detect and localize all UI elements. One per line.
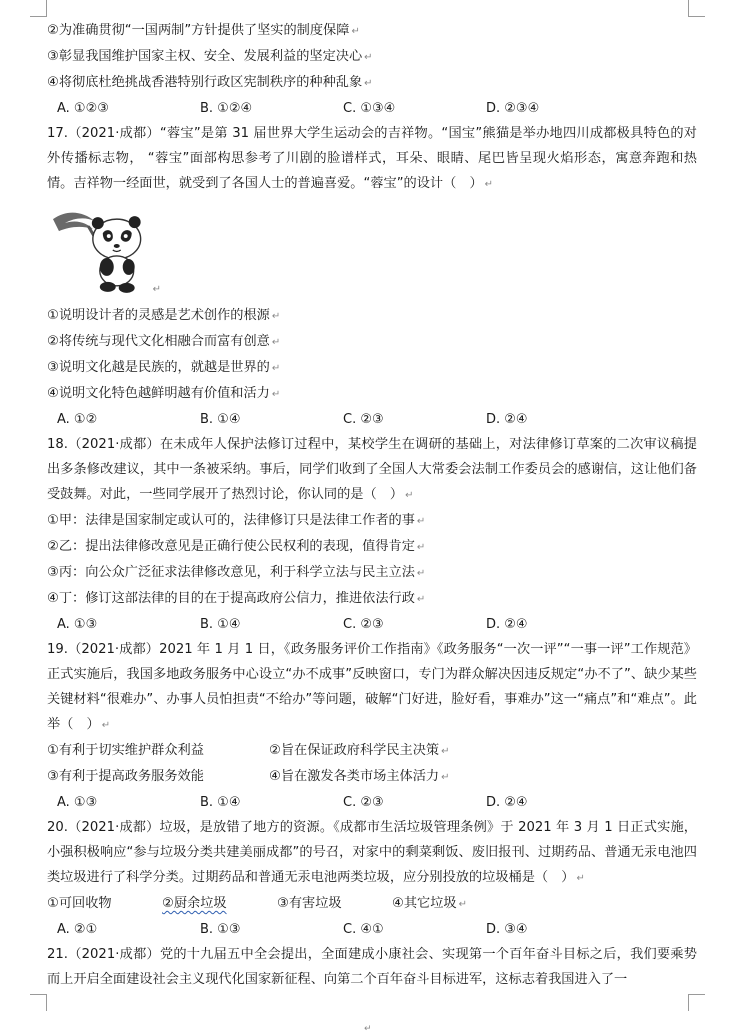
statement-row bbox=[47, 764, 697, 790]
crop-mark-top-left bbox=[30, 0, 47, 17]
document-page bbox=[47, 18, 697, 992]
statement: ④丁：修订这部法律的目的在于提高政府公信力，推进依法行政 ↵ bbox=[47, 591, 426, 606]
option-c: C. ②③ bbox=[343, 617, 384, 632]
statement: ③有害垃圾 bbox=[277, 896, 342, 911]
question-stem: 18.（2021·成都）在未成年人保护法修订过程中，某校学生在调研的基础上，对法律修订草案的二次审议稿提出多条修改建议，其中一条被采纳。事后，同学们收到了全国人大常委会法制工作委员会的感谢信，这让他们备受鼓舞。对此，一些同学展开了热烈讨论，你认同的是（ ） ↵ bbox=[47, 437, 697, 502]
crop-mark-bottom-left bbox=[30, 994, 47, 1011]
panda-mascot-drawing bbox=[51, 205, 151, 295]
options-row bbox=[47, 917, 697, 942]
option-b: B. ①②④ bbox=[200, 101, 253, 116]
options-row bbox=[47, 612, 697, 637]
question-stem: 21.（2021·成都）党的十九届五中全会提出，全面建成小康社会、实现第一个百年奋斗目标之后，我们要乘势而上开启全面建设社会主义现代化国家新征程、向第二个百年奋斗目标进军，这标志着我国进入了一 bbox=[47, 947, 697, 987]
option-b: B. ①④ bbox=[200, 795, 241, 810]
statement: ③说明文化越是民族的，就越是世界的 ↵ bbox=[47, 360, 281, 375]
option-d: D. ②④ bbox=[486, 617, 528, 632]
question-17 bbox=[47, 121, 697, 432]
statement: ③彰显我国维护国家主权、安全、发展利益的坚定决心 ↵ bbox=[47, 49, 373, 64]
statement: ①说明设计者的灵感是艺术创作的根源 ↵ bbox=[47, 308, 281, 323]
option-a: A. ①②③ bbox=[57, 101, 109, 116]
option-c: C. ②③ bbox=[343, 795, 384, 810]
statement: ②为准确贯彻“一国两制”方针提供了坚实的制度保障 ↵ bbox=[47, 23, 360, 38]
option-c: C. ①③④ bbox=[343, 101, 396, 116]
option-b: B. ①④ bbox=[200, 617, 241, 632]
option-a: A. ①③ bbox=[57, 617, 98, 632]
footer-paragraph-mark: ↵ bbox=[364, 1024, 372, 1034]
statement: ①有利于切实维护群众利益 bbox=[47, 743, 204, 758]
question-stem: 17.（2021·成都）“蓉宝”是第 31 届世界大学生运动会的吉祥物。“国宝”熊猫是举办地四川成都极具特色的对外传播标志物， “蓉宝”面部构思参考了川剧的脸谱样式，耳朵、眼睛、尾巴皆呈现火焰形态，寓意奔跑和热情。吉祥物一经面世，就受到了各国人士的普遍喜爱。“蓉宝”的设计（ ） ↵ bbox=[47, 126, 697, 191]
statement: ①可回收物 bbox=[47, 896, 112, 911]
option-d: D. ②④ bbox=[486, 412, 528, 427]
question-stem: 20.（2021·成都）垃圾，是放错了地方的资源。《成都市生活垃圾管理条例》于 2021 年 3 月 1 日正式实施，小强积极响应“参与垃圾分类共建美丽成都”的号召，对家中的剩菜剩饭、废旧报刊、过期药品、普通无汞电池四类垃圾进行了科学分类。过期药品和普通无汞电池两类垃圾，应分别投放的垃圾桶是（ ） ↵ bbox=[47, 820, 697, 885]
statement: ③有利于提高政务服务效能 bbox=[47, 769, 204, 784]
statement: ②将传统与现代文化相融合而富有创意 ↵ bbox=[47, 334, 281, 349]
statement: ②乙：提出法律修改意见是正确行使公民权利的表现，值得肯定 ↵ bbox=[47, 539, 426, 554]
question-21 bbox=[47, 942, 697, 992]
statement: ①甲：法律是国家制定或认可的，法律修订只是法律工作者的事 ↵ bbox=[47, 513, 426, 528]
panda-mascot-icon: ↵ bbox=[51, 201, 161, 295]
question-19 bbox=[47, 637, 697, 815]
option-a: A. ①② bbox=[57, 412, 98, 427]
option-d: D. ②④ bbox=[486, 795, 528, 810]
options-row bbox=[47, 407, 697, 432]
crop-mark-top-right bbox=[688, 0, 705, 17]
options-row bbox=[47, 790, 697, 815]
question-18 bbox=[47, 432, 697, 637]
statement: ④说明文化特色越鲜明越有价值和活力 ↵ bbox=[47, 386, 281, 401]
prev-question bbox=[47, 18, 697, 121]
question-20 bbox=[47, 815, 697, 942]
option-a: A. ②① bbox=[57, 922, 98, 937]
statement: ④其它垃圾 ↵ bbox=[392, 896, 467, 911]
statement: ④旨在激发各类市场主体活力 ↵ bbox=[269, 769, 450, 784]
option-a: A. ①③ bbox=[57, 795, 98, 810]
option-d: D. ②③④ bbox=[486, 101, 540, 116]
crop-mark-bottom-right bbox=[688, 994, 705, 1011]
question-stem: 19.（2021·成都）2021 年 1 月 1 日，《政务服务评价工作指南》《政务服务“一次一评”“一事一评”工作规范》正式实施后，我国多地政务服务中心设立“办不成事”反映窗口，专门为群众解决因违反规定“办不了”、缺少某些关键材料“很难办”、办事人员怕担责“不给办”等问题，破解“门好进，脸好看，事难办”这一“痛点”和“难点”。此举（ ） ↵ bbox=[47, 642, 697, 732]
statement-row bbox=[47, 891, 697, 917]
option-b: B. ①③ bbox=[200, 922, 241, 937]
statement: ②厨余垃圾 bbox=[162, 896, 227, 911]
statement: ④将彻底杜绝挑战香港特别行政区宪制秩序的种种乱象 ↵ bbox=[47, 75, 373, 90]
statement: ③丙：向公众广泛征求法律修改意见，利于科学立法与民主立法 ↵ bbox=[47, 565, 426, 580]
statement: ②旨在保证政府科学民主决策 ↵ bbox=[269, 743, 450, 758]
option-d: D. ③④ bbox=[486, 922, 528, 937]
statement-row bbox=[47, 738, 697, 764]
option-b: B. ①④ bbox=[200, 412, 241, 427]
option-c: C. ④① bbox=[343, 922, 384, 937]
options-row bbox=[47, 96, 697, 121]
option-c: C. ②③ bbox=[343, 412, 384, 427]
